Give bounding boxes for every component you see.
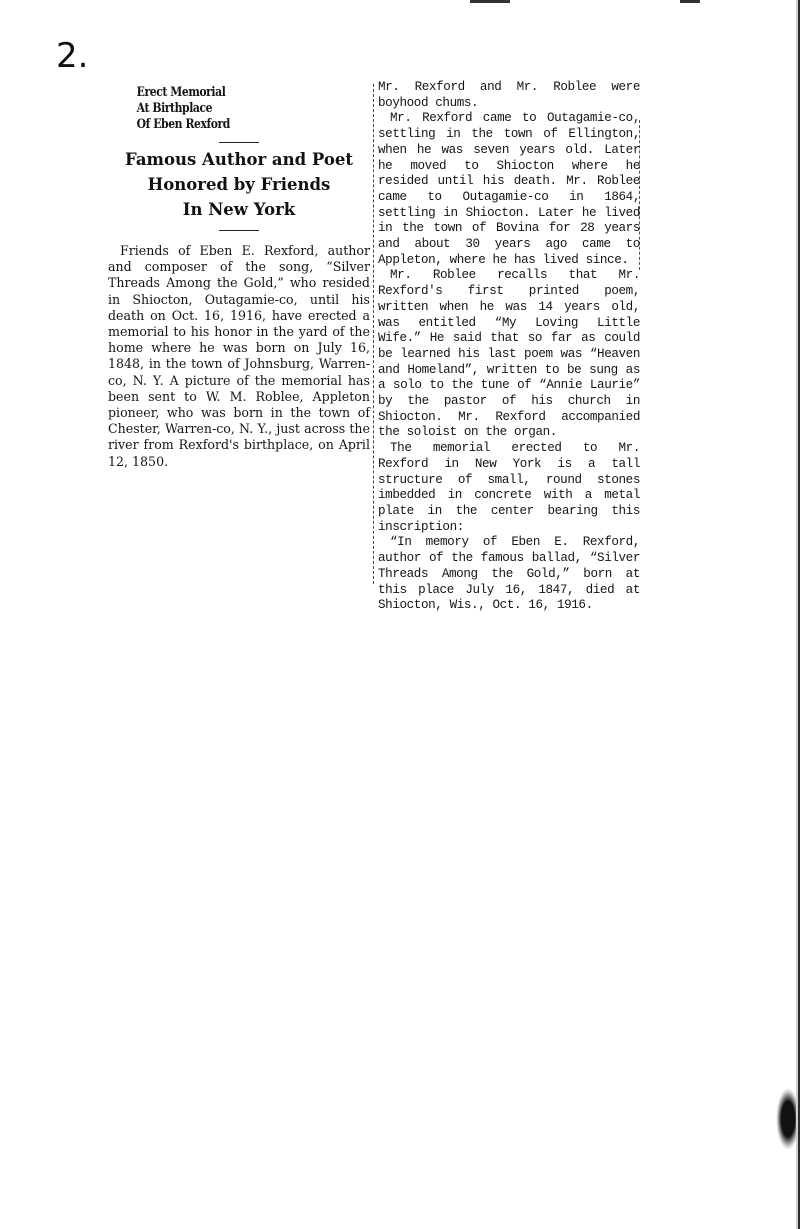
- article-paragraph: Mr. Rexford and Mr. Roblee were boyhood chums.: [378, 80, 640, 110]
- headline-line-3: Of Eben Rexford: [136, 116, 230, 131]
- subheadline: [108, 147, 370, 222]
- headline-line-1: Erect Memorial: [136, 84, 226, 99]
- subhead-line-3: In New York: [182, 200, 296, 219]
- column-divider: [373, 84, 374, 584]
- article-paragraph: “In memory of Eben E. Rexford, author of the famous ballad, “Silver Threads Among the Gold,” born at this place July 16, 1847, died at Shiocton, Wis., Oct. 16, 1916.: [378, 535, 640, 613]
- article-column-left: [108, 84, 370, 470]
- scan-edge-mark: [680, 0, 700, 3]
- article-paragraph: Friends of Eben E. Rexford, author and composer of the song, “Silver Threads Among the Gold,” who resided in Shiocton, Outagamie-co, until his death on Oct. 16, 1916, have erected a memorial to his honor in the yard of the home where he was born on July 16, 1848, in the town of Johnsburg, Warren-co, N. Y. A picture of the memorial has been sent to W. M. Roblee, Appleton pioneer, who was born in the town of Chester, Warren-co, N. Y., just across the river from Rexford's birthplace, on April 12, 1850.: [108, 243, 370, 469]
- article-paragraph: Mr. Rexford came to Outagamie-co, settling in the town of Ellington, when he was seven years old. Later he moved to Shiocton where he resided until his death. Mr. Roblee came to Outagamie-co in 1864, settling in Shiocton. Later he lived in the town of Bovina for 28 years and about 30 years ago came to Appleton, where he has lived since.: [378, 111, 640, 267]
- scan-smudge: [776, 1088, 796, 1150]
- subhead-rule: [219, 230, 259, 231]
- article-paragraph: The memorial erected to Mr. Rexford in New York is a tall structure of small, round stones imbedded in concrete with a metal plate in the center bearing this inscription:: [378, 441, 640, 534]
- headline-rule: [219, 142, 259, 143]
- scan-edge-right: [782, 0, 800, 1229]
- subhead-line-2: Honored by Friends: [147, 175, 331, 194]
- headline: [108, 84, 370, 132]
- subhead-line-1: Famous Author and Poet: [125, 150, 353, 169]
- scan-edge-mark: [470, 0, 510, 3]
- page-number: 2.: [56, 36, 89, 76]
- article-paragraph: Mr. Roblee recalls that Mr. Rexford's first printed poem, written when he was 14 years old, was entitled “My Loving Little Wife.” He said that so far as could be learned his last poem was “Heaven and Homeland”, written to be sung as a solo to the tune of “Annie Laurie” by the pastor of his church in Shiocton. Mr. Rexford accompanied the soloist on the organ.: [378, 268, 640, 440]
- article-column-right: [378, 80, 640, 614]
- headline-line-2: At Birthplace: [136, 100, 213, 115]
